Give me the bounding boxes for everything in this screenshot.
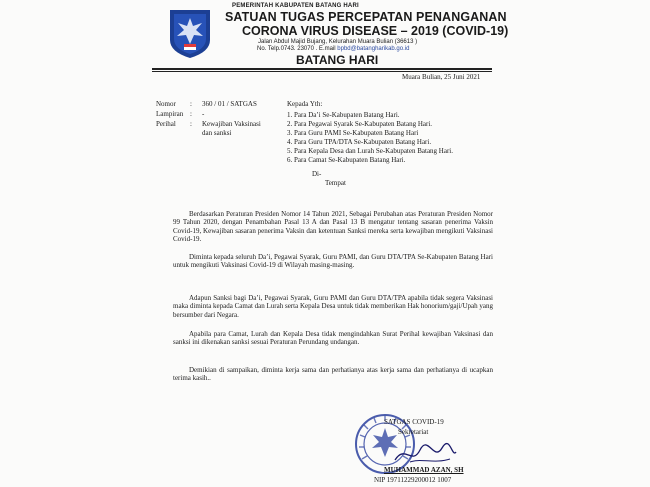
paragraph-text: Adapun Sanksi bagi Da’i, Pegawai Syarak, Guru PAMI dan Guru DTA/TPA apabila tidak segera Vaksinasi maka diminta kepada Camat dan Lurah serta Kepala Desa untuk tidak memberikan Hak honorium/gaji/Upah yang bersumber dari Negara. — [173, 294, 493, 319]
recipient-item: 1. Para Da’i Se-Kabupaten Batang Hari. — [287, 111, 400, 119]
agency-title-line2: CORONA VIRUS DISEASE – 2019 (COVID-19) — [242, 24, 509, 38]
nomor-sep: : — [190, 100, 192, 108]
nomor-value: 360 / 01 / SATGAS — [202, 100, 257, 108]
recipients-heading: Kepada Yth: — [287, 100, 323, 108]
perihal-sep: : — [190, 120, 192, 128]
signature-nip: NIP 19711229200012 1007 — [374, 476, 452, 484]
letterhead-rule-thin — [152, 71, 492, 72]
letterhead-rule-thick — [152, 68, 492, 70]
lampiran-sep: : — [190, 110, 192, 118]
perihal-value-line1: Kewajiban Vaksinasi — [202, 120, 261, 128]
body-paragraph-1 — [173, 210, 493, 244]
recipients-tempat: Tempat — [325, 179, 346, 187]
nomor-label: Nomor — [156, 100, 176, 108]
perihal-value-line2: dan sanksi — [202, 129, 232, 137]
government-name: PEMERINTAH KABUPATEN BATANG HARI — [232, 3, 359, 9]
recipient-item: 2. Para Pegawai Syarak Se-Kabupaten Batang Hari. — [287, 120, 433, 128]
recipient-item: 4. Para Guru TPA/DTA Se-Kabupaten Batang Hari. — [287, 138, 432, 146]
agency-email-link[interactable]: bpbd@batangharikab.go.id — [337, 46, 410, 52]
paragraph-text: Berdasarkan Peraturan Presiden Nomor 14 Tahun 2021, Sebagai Perubahan atas Peraturan Presiden Nomor 99 Tahun 2020, dengan Penambahan Pasal 13 A dan Pasal 13 B mengatur tentang sasaran penerima Vaksin Covid-19, Kewajiban sasaran penerima Vaksin dan ketentuan Sanksi mereka serta kewajiban mengikuti Vaksinasi Covid-19. — [173, 210, 493, 244]
body-paragraph-5 — [173, 366, 493, 383]
handwritten-signature-icon — [390, 440, 460, 468]
agency-region: BATANG HARI — [296, 53, 379, 67]
agency-phone: No. Telp.0743. 23070 . E.mail — [257, 46, 336, 52]
perihal-label: Perihal — [156, 120, 176, 128]
lampiran-label: Lampiran — [156, 110, 184, 118]
agency-contact — [257, 46, 409, 52]
paragraph-text: Apabila para Camat, Lurah dan Kepala Desa tidak mengindahkan Surat Perihal kewajiban Vaksinasi dan sanksi ini dikenakan sanksi sesuai Peraturan Perundang undangan. — [173, 330, 493, 347]
paragraph-text: Diminta kepada seluruh Da’i, Pegawai Syarak, Guru PAMI, dan Guru DTA/TPA Se-Kabupaten Batang Hari untuk mengikuti Vaksinasi Covid-19 di Wilayah masing-masing. — [173, 253, 493, 270]
body-paragraph-3 — [173, 294, 493, 319]
letter-date: Muara Bulian, 25 Juni 2021 — [402, 73, 481, 81]
recipient-item: 5. Para Kepala Desa dan Lurah Se-Kabupaten Batang Hari. — [287, 147, 453, 155]
garuda-emblem-icon — [166, 6, 214, 60]
recipient-item: 6. Para Camat Se-Kabupaten Batang Hari. — [287, 156, 406, 164]
paragraph-text: Demikian di sampaikan, diminta kerja sama dan perhatianya atas kerja sama dan perhatianya di ucapkan terima kasih.. — [173, 366, 493, 383]
agency-address: Jalan Abdul Majid Bujang, Kelurahan Muara Bulian (36613 ) — [258, 39, 418, 45]
body-paragraph-2 — [173, 253, 493, 270]
recipients-di: Di- — [312, 170, 322, 178]
signature-org: SATGAS COVID-19 — [384, 418, 444, 426]
signature-role: Sekretariat — [398, 428, 429, 436]
agency-title-line1: SATUAN TUGAS PERCEPATAN PENANGANAN — [225, 10, 507, 24]
recipient-item: 3. Para Guru PAMI Se-Kabupaten Batang Hari — [287, 129, 419, 137]
lampiran-value: - — [202, 110, 205, 118]
body-paragraph-4 — [173, 330, 493, 347]
signature-name: MUHAMMAD AZAN, SH — [384, 466, 464, 474]
